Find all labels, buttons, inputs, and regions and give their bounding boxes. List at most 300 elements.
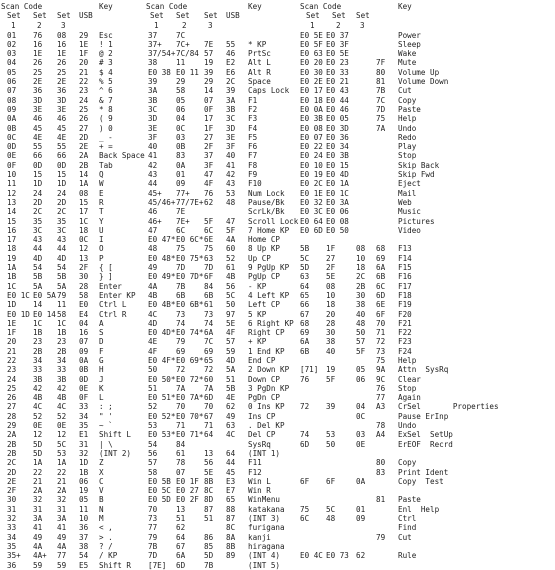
usb-cell: 27: [79, 123, 89, 133]
key-cell: } ]: [99, 272, 113, 282]
set2-cell: 51: [176, 514, 186, 524]
table-row: [300, 226, 554, 235]
table-row: [300, 347, 554, 356]
set3-cell: 32: [57, 495, 67, 505]
set2-cell: 6B: [176, 290, 186, 300]
table-row: [300, 523, 554, 532]
table-row: [300, 514, 554, 523]
key-cell: 1 End KP: [248, 346, 285, 356]
usb-cell: 5A: [226, 365, 236, 375]
key-cell: Power: [398, 30, 421, 40]
set2-cell: 3D: [33, 95, 43, 105]
key-cell: SysRq: [248, 439, 271, 449]
set1-cell: 2B: [7, 448, 17, 458]
usb-cell: 0C: [79, 235, 89, 245]
set1-cell: E0 22: [300, 142, 323, 152]
set2-cell: 5B: [33, 272, 43, 282]
key-cell: katakana: [248, 504, 285, 514]
set2-cell: 69: [176, 346, 186, 356]
set1-cell: 16: [7, 225, 17, 235]
table-row: [300, 263, 554, 272]
key-cell: Web: [398, 197, 412, 207]
key-cell: O: [99, 244, 104, 254]
key-cell: Pause ErInp: [398, 411, 449, 421]
set1-cell: E0 6D: [300, 225, 323, 235]
usb-cell: 3B: [226, 104, 236, 114]
key-cell: 9 PgUp KP: [248, 263, 290, 273]
set1-cell: E0 5C: [148, 486, 171, 496]
set3-cell: 27: [204, 132, 214, 142]
usb-cell: 50: [226, 300, 236, 310]
set3-cell: 5A: [57, 281, 67, 291]
set2-cell: 77/7E+: [176, 197, 204, 207]
set3-cell: 54: [57, 263, 67, 273]
key-cell: D: [99, 337, 104, 347]
set1-cell: E0 49*: [148, 272, 176, 282]
usb-cell: 6A: [376, 263, 386, 273]
set2-cell: 77+: [176, 188, 190, 198]
set3-cell: 62: [356, 551, 366, 561]
usb-cell: 8A: [226, 532, 236, 542]
set1-cell: 18: [7, 244, 17, 254]
header-set-3: Set: [57, 11, 71, 21]
key-cell: + =: [99, 142, 113, 152]
usb-cell: 3C: [226, 114, 236, 124]
set2-cell: E0 1A: [326, 179, 349, 189]
usb-cell: 4D: [226, 355, 236, 365]
usb-cell: 51: [226, 374, 236, 384]
key-cell: . Del KP: [248, 421, 285, 431]
table-row: [300, 124, 554, 133]
set3-cell: 2C: [57, 207, 67, 217]
header-num-2: 2: [336, 20, 341, 30]
set2-cell: 67: [176, 541, 186, 551]
set2-cell: E0 50: [326, 225, 349, 235]
set1-cell: 75: [300, 504, 310, 514]
set1-cell: 3B: [148, 95, 158, 105]
set3-cell: 03: [356, 430, 366, 440]
usb-cell: 6D: [376, 290, 386, 300]
key-cell: T: [99, 207, 104, 217]
set2-cell: E0 08: [326, 216, 349, 226]
key-cell: _ -: [99, 132, 113, 142]
set2-cell: 7B: [176, 281, 186, 291]
usb-cell: 52: [226, 253, 236, 263]
set3-cell: 7D: [204, 263, 214, 273]
key-cell: 3 PgDn KP: [248, 383, 290, 393]
table-row: [300, 384, 554, 393]
key-cell: Paste: [398, 104, 421, 114]
set1-cell: 22: [7, 355, 17, 365]
key-cell: Space: [248, 77, 271, 87]
key-cell: (INT 2): [99, 448, 132, 458]
usb-cell: 2E: [79, 142, 89, 152]
usb-cell: 37: [79, 532, 89, 542]
set3-cell: 8D: [204, 495, 214, 505]
set3-cell: 50: [356, 328, 366, 338]
set2-cell: 23: [33, 337, 43, 347]
set1-cell: 3F: [148, 132, 158, 142]
set1-cell: 14: [7, 207, 17, 217]
key-cell: 0 Ins KP: [248, 402, 285, 412]
set2-cell: 28: [326, 318, 336, 328]
usb-cell: 2B: [79, 160, 89, 170]
usb-cell: 36: [79, 523, 89, 533]
set3-cell: 7C: [204, 337, 214, 347]
set3-cell: 5E: [204, 467, 214, 477]
set2-cell: 06: [176, 104, 186, 114]
set1-cell: 0C: [7, 132, 17, 142]
key-cell: F7: [248, 151, 258, 161]
table-row: [300, 421, 554, 430]
set2-cell: 79: [176, 337, 186, 347]
set2-cell: 2B: [33, 346, 43, 356]
set2-cell: 19: [326, 365, 336, 375]
table-row: [300, 68, 554, 77]
set1-cell: 6B: [300, 346, 310, 356]
usb-cell: 32: [79, 448, 89, 458]
set3-cell: 42: [57, 383, 67, 393]
set2-cell: 6D: [176, 560, 186, 570]
set2-cell: E0 6C*: [176, 235, 204, 245]
set3-cell: 66: [57, 151, 67, 161]
set3-cell: 08: [356, 244, 366, 254]
set1-cell: 1E: [7, 318, 17, 328]
table-row: [146, 561, 336, 570]
key-cell: ~ `: [99, 421, 113, 431]
key-cell: Enl Help: [398, 504, 440, 514]
set1-cell: 4E: [148, 337, 158, 347]
set1-cell: E0 18: [300, 95, 323, 105]
set1-cell: 53: [148, 421, 158, 431]
key-cell: Stop: [398, 383, 417, 393]
set3-cell: 4E: [57, 132, 67, 142]
key-cell: Attn SysRq: [398, 365, 449, 375]
set3-cell: 51: [204, 514, 214, 524]
set3-cell: 86: [204, 532, 214, 542]
set2-cell: 78: [176, 458, 186, 468]
set3-cell: 06: [356, 374, 366, 384]
set2-cell: 5A: [33, 281, 43, 291]
set2-cell: E0 72*: [176, 374, 204, 384]
set1-cell: 2C: [7, 458, 17, 468]
usb-cell: 55: [226, 39, 236, 49]
set2-cell: E0 1C: [326, 188, 349, 198]
table-row: [300, 551, 554, 560]
set1-cell: 42: [148, 160, 158, 170]
set2-cell: 14: [33, 300, 43, 310]
set1-cell: 45+: [148, 188, 162, 198]
table-row: [300, 310, 554, 319]
set2-cell: 44: [33, 244, 43, 254]
set3-cell: 2B: [356, 281, 366, 291]
usb-cell: 9C: [376, 374, 386, 384]
usb-cell: 10: [79, 514, 89, 524]
set3-cell: 2B: [57, 346, 67, 356]
set1-cell: 65: [300, 290, 310, 300]
set1-cell: E0 4F*: [148, 355, 176, 365]
usb-cell: 33: [79, 402, 89, 412]
key-cell: ExSel SetUp: [398, 430, 453, 440]
usb-cell: 4E: [226, 393, 236, 403]
header-num-3: 3: [61, 20, 66, 30]
key-cell: F18: [398, 290, 412, 300]
usb-cell: 5F: [226, 225, 236, 235]
key-cell: Pictures: [398, 216, 435, 226]
set2-cell: 36: [33, 86, 43, 96]
set1-cell: 57: [148, 458, 158, 468]
key-cell: 5 KP: [248, 309, 267, 319]
set2-cell: 05: [176, 95, 186, 105]
set1-cell: E0 08: [300, 123, 323, 133]
set3-cell: 36: [57, 86, 67, 96]
set1-cell: 1B: [7, 272, 17, 282]
usb-cell: 08: [79, 188, 89, 198]
table-row: [300, 430, 554, 439]
set3-cell: 6A: [204, 328, 214, 338]
set1-cell: 1F: [7, 328, 17, 338]
set3-cell: 75: [204, 244, 214, 254]
set1-cell: 64: [300, 281, 310, 291]
key-cell: Volume Up: [398, 67, 440, 77]
usb-cell: 63: [226, 421, 236, 431]
usb-cell: 05: [79, 495, 89, 505]
set3-cell: 1C: [57, 318, 67, 328]
set2-cell: 71: [176, 421, 186, 431]
table-row: [300, 365, 554, 374]
usb-cell: 15: [79, 197, 89, 207]
usb-cell: 12: [79, 244, 89, 254]
set1-cell: E0 3C: [300, 207, 323, 217]
header-num-3: 3: [360, 20, 365, 30]
usb-cell: 44: [226, 458, 236, 468]
set2-cell: 42: [33, 383, 43, 393]
table-row: [300, 542, 554, 551]
set2-cell: 33: [33, 365, 43, 375]
header-set-1: Set: [7, 11, 21, 21]
set1-cell: 4D: [148, 318, 158, 328]
key-cell: I: [99, 235, 104, 245]
set2-cell: 84: [176, 439, 186, 449]
key-cell: F14: [398, 253, 412, 263]
set1-cell: E0 5E: [300, 30, 323, 40]
set1-cell: 44: [148, 179, 158, 189]
set3-cell: 43: [57, 235, 67, 245]
set1-cell: 26: [7, 393, 17, 403]
key-cell: P: [99, 253, 104, 263]
set3-cell: 8C: [204, 486, 214, 496]
set2-cell: E0 46: [326, 104, 349, 114]
set2-cell: E0 1F: [176, 476, 199, 486]
set1-cell: 0B: [7, 123, 17, 133]
set2-cell: E0 05: [326, 114, 349, 124]
key-cell: Q: [99, 170, 104, 180]
usb-cell: 87: [226, 514, 236, 524]
set2-cell: 4A+: [33, 551, 47, 561]
table-row: [300, 142, 554, 151]
key-cell: * KP: [248, 39, 267, 49]
usb-cell: 1D: [79, 458, 89, 468]
usb-cell: 59: [226, 346, 236, 356]
key-cell: $ 4: [99, 67, 113, 77]
set2-cell: 34: [33, 355, 43, 365]
set3-cell: 3F: [204, 160, 214, 170]
usb-cell: 54: [79, 551, 89, 561]
set2-cell: 7C: [176, 30, 186, 40]
set2-cell: E0 6B*: [176, 300, 204, 310]
set2-cell: E0 7A*: [176, 393, 204, 403]
set1-cell: 28: [7, 411, 17, 421]
set3-cell: 60: [204, 374, 214, 384]
set1-cell: E0 5F: [300, 39, 323, 49]
header-row-numbers: [300, 21, 554, 31]
set2-cell: 2A: [33, 486, 43, 496]
key-cell: Wake: [398, 49, 417, 59]
table-row: [300, 207, 554, 216]
table-row: [300, 412, 554, 421]
set2-cell: 2E: [33, 77, 43, 87]
key-cell: PgUp CP: [248, 272, 281, 282]
set3-cell: 4C: [57, 402, 67, 412]
set1-cell: [7E]: [148, 560, 167, 570]
set1-cell: 2E: [7, 476, 17, 486]
set3-cell: 12: [57, 430, 67, 440]
set1-cell: 07: [7, 86, 17, 96]
set1-cell: 03: [7, 49, 17, 59]
set2-cell: 3B: [33, 374, 43, 384]
set3-cell: 17: [204, 114, 214, 124]
set1-cell: 4B: [148, 290, 158, 300]
table-row: [300, 505, 554, 514]
set3-cell: 6D: [204, 393, 214, 403]
set3-cell: 77: [57, 551, 67, 561]
set3-cell: 58: [57, 309, 67, 319]
set3-cell: 62: [204, 197, 214, 207]
set2-cell: 6C: [176, 225, 186, 235]
set1-cell: 0F: [7, 160, 17, 170]
set1-cell: E0 5B: [148, 476, 171, 486]
set2-cell: 26: [33, 58, 43, 68]
key-cell: 2 Down KP: [248, 365, 290, 375]
set3-cell: 16: [57, 39, 67, 49]
set1-cell: 21: [7, 346, 17, 356]
set1-cell: E0 1E: [300, 188, 323, 198]
set2-cell: 1F: [326, 244, 336, 254]
table-row: [300, 291, 554, 300]
set1-cell: 31: [7, 504, 17, 514]
usb-cell: 25: [79, 104, 89, 114]
set2-cell: 10: [326, 290, 336, 300]
usb-cell: E7: [226, 486, 236, 496]
set2-cell: 59: [33, 560, 43, 570]
set3-cell: 0E: [57, 421, 67, 431]
key-cell: F13: [398, 244, 412, 254]
set3-cell: 01: [356, 504, 366, 514]
set1-cell: 05: [7, 67, 17, 77]
usb-cell: 56: [226, 281, 236, 291]
key-cell: Win L: [248, 476, 271, 486]
set2-cell: 16: [33, 39, 43, 49]
table-row: [300, 114, 554, 123]
set3-cell: 23: [57, 337, 67, 347]
set3-cell: 0E: [356, 439, 366, 449]
usb-cell: 7D: [376, 104, 386, 114]
set2-cell: 18: [326, 300, 336, 310]
table-row: [300, 86, 554, 95]
usb-cell: 68: [376, 244, 386, 254]
usb-cell: 62: [226, 402, 236, 412]
usb-cell: 71: [376, 328, 386, 338]
set3-cell: 0D: [57, 160, 67, 170]
usb-cell: 57: [226, 337, 236, 347]
set1-cell: E0 1C: [7, 290, 30, 300]
set2-cell: 50: [326, 439, 336, 449]
set3-cell: 7A: [204, 383, 214, 393]
set1-cell: 04: [7, 58, 17, 68]
set1-cell: 06: [7, 77, 17, 87]
set3-cell: 5D: [204, 551, 214, 561]
usb-cell: 0F: [79, 393, 89, 403]
set3-cell: 18: [356, 263, 366, 273]
key-cell: - KP: [248, 281, 267, 291]
key-cell: : ;: [99, 402, 113, 412]
table-row: [300, 198, 554, 207]
set2-cell: 0A: [176, 160, 186, 170]
set3-cell: 0A: [356, 476, 366, 486]
usb-cell: 49: [226, 411, 236, 421]
set1-cell: E0 48*: [148, 253, 176, 263]
set2-cell: 0E: [33, 421, 43, 431]
usb-cell: 41: [226, 160, 236, 170]
key-cell: F17: [398, 281, 412, 291]
usb-cell: 1C: [79, 216, 89, 226]
usb-cell: 21: [79, 67, 89, 77]
key-cell: Help: [398, 114, 417, 124]
set2-cell: E0 43: [326, 86, 349, 96]
usb-cell: 46: [226, 49, 236, 59]
set3-cell: 24: [57, 188, 67, 198]
usb-cell: 11: [79, 504, 89, 514]
header-scan-code: Scan Code: [300, 2, 342, 11]
set1-cell: E0 4B*: [148, 300, 176, 310]
usb-cell: 39: [226, 86, 236, 96]
table-row: [300, 486, 554, 495]
set2-cell: 7D: [176, 263, 186, 273]
key-cell: Pause/Bk: [248, 197, 285, 207]
key-cell: F1: [248, 95, 258, 105]
key-cell: Clear: [398, 374, 421, 384]
set3-cell: 71: [204, 421, 214, 431]
key-cell: B: [99, 495, 104, 505]
set1-cell: 35: [7, 541, 17, 551]
set3-cell: 0F: [204, 104, 214, 114]
set3-cell: 73: [204, 309, 214, 319]
key-cell: Copy: [398, 95, 417, 105]
key-cell: " ': [99, 411, 113, 421]
set2-cell: 55: [33, 142, 43, 152]
key-cell: Enter: [99, 281, 122, 291]
key-cell: Shift L: [99, 430, 132, 440]
usb-cell: 1B: [79, 467, 89, 477]
set2-cell: E0 14: [33, 309, 56, 319]
header-row-sets: [300, 11, 554, 20]
set2-cell: 45: [33, 123, 43, 133]
set3-cell: 59: [57, 560, 67, 570]
usb-cell: 2C: [226, 77, 236, 87]
panel-3-rows: [300, 31, 554, 561]
key-cell: F3: [248, 114, 258, 124]
usb-cell: 7B: [376, 86, 386, 96]
